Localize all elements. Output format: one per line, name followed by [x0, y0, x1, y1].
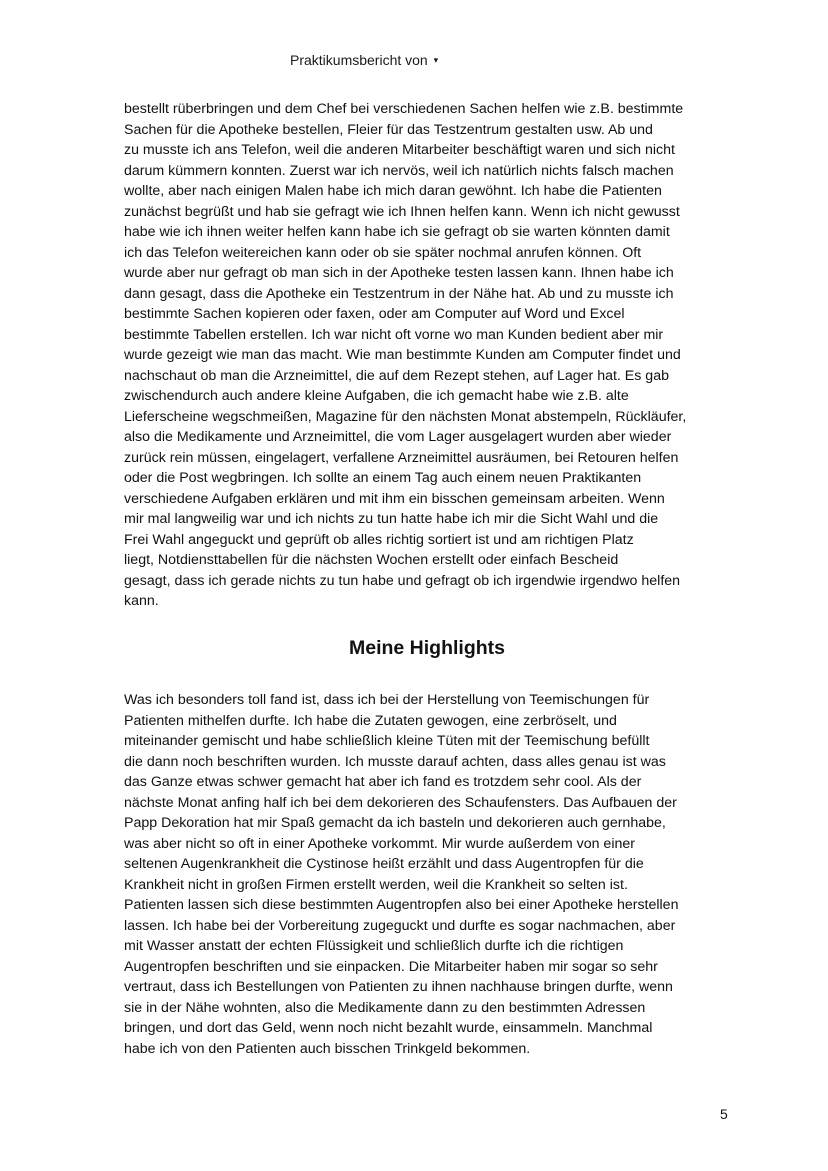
text-line: nachschaut ob man die Arzneimittel, die auf dem Rezept stehen, auf Lager hat. Es gab — [124, 367, 669, 384]
text-line: Lieferscheine wegschmeißen, Magazine für den nächsten Monat abstempeln, Rückläufer, — [124, 408, 687, 425]
text-line: bestellt rüberbringen und dem Chef bei verschiedenen Sachen helfen wie z.B. bestimmte — [124, 101, 684, 117]
text-line: dann gesagt, dass die Apotheke ein Testzentrum in der Nähe hat. Ab und zu musste ich — [124, 285, 674, 302]
paragraph — [124, 690, 730, 1059]
text-line: habe wie ich ihnen weiter helfen kann habe ich sie gefragt ob sie warten könnten damit — [124, 224, 670, 240]
text-line: die dann noch beschriften wurden. Ich musste darauf achten, dass alles genau ist was — [124, 753, 666, 770]
text-line: darum kümmern konnten. Zuerst war ich nervös, weil ich natürlich nichts falsch machen — [124, 162, 674, 179]
text-line: wurde gezeigt wie man das macht. Wie man bestimmte Kunden am Computer findet und — [124, 347, 681, 363]
text-line: mit Wasser anstatt der echten Flüssigkeit und schließlich durfte ich die richtigen — [124, 938, 624, 954]
text-line: mir mal langweilig war und ich nichts zu tun hatte habe ich mir die Sicht Wahl und die — [124, 511, 659, 527]
text-line: bringen, und dort das Geld, wenn noch nicht bezahlt wurde, einsammeln. Manchmal — [124, 1020, 653, 1036]
text-line: oder die Post wegbringen. Ich sollte an einem Tag auch einem neuen Praktikanten — [124, 470, 642, 486]
text-line: bestimmte Sachen kopieren oder faxen, oder am Computer auf Word und Excel — [124, 306, 625, 322]
text-line: sie in der Nähe wohnten, also die Medikamente dann zu den bestimmten Adressen — [124, 999, 646, 1016]
text-line: miteinander gemischt und habe schließlich kleine Tüten mit der Teemischung befüllt — [124, 733, 650, 749]
text-line: verschiedene Aufgaben erklären und mit ihm ein bisschen gemeinsam arbeiten. Wenn — [124, 490, 665, 507]
text-line: gesagt, dass ich gerade nichts zu tun habe und gefragt ob ich irgendwie irgendwo helfen — [124, 572, 681, 589]
text-line: Patienten lassen sich diese bestimmten Augentropfen also bei einer Apotheke herstellen — [124, 897, 679, 913]
body-section-tasks — [124, 99, 730, 612]
page-number: 5 — [720, 1106, 728, 1122]
body-section-highlights — [124, 690, 730, 1059]
text-line: was aber nicht so oft in einer Apotheke vorkommt. Mir wurde außerdem von einer — [124, 835, 635, 852]
text-line: zu musste ich ans Telefon, weil die anderen Mitarbeiter beschäftigt waren und sich nicht — [124, 142, 675, 158]
text-line: ich das Telefon weitereichen kann oder ob sie später nochmal anrufen können. Oft — [124, 244, 642, 261]
header-title: Praktikumsbericht von — [290, 52, 428, 68]
text-line: nächste Monat anfing half ich bei dem dekorieren des Schaufensters. Das Aufbauen der — [124, 794, 677, 811]
text-line: Patienten mithelfen durfte. Ich habe die Zutaten gewogen, eine zerbröselt, und — [124, 712, 617, 729]
text-line: zurück rein müssen, eingelagert, verfallene Arzneimittel ausräumen, bei Retouren helfen — [124, 449, 679, 466]
text-line: Sachen für die Apotheke bestellen, Fleier für das Testzentrum gestalten usw. Ab und — [124, 121, 653, 138]
text-line: wurde aber nur gefragt ob man sich in der Apotheke testen lassen kann. Ihnen habe ich — [124, 265, 674, 281]
text-line: seltenen Augenkrankheit die Cystinose heißt erzählt und dass Augentropfen für die — [124, 856, 644, 872]
text-line: Krankheit nicht in großen Firmen erstellt werden, weil die Krankheit so selten ist. — [124, 876, 628, 893]
text-line: Was ich besonders toll fand ist, dass ich bei der Herstellung von Teemischungen für — [124, 692, 650, 708]
text-line: wollte, aber nach einigen Malen habe ich mich daran gewöhnt. Ich habe die Patienten — [124, 183, 662, 199]
page-header — [290, 52, 438, 68]
text-line: also die Medikamente und Arzneimittel, die vom Lager ausgelagert wurden aber wieder — [124, 429, 672, 445]
text-line: vertraut, dass ich Bestellungen von Patienten zu ihnen nachhause bringen durfte, wenn — [124, 979, 673, 995]
text-line: habe ich von den Patienten auch bisschen Trinkgeld bekommen. — [124, 1040, 531, 1057]
text-line: kann. — [124, 593, 159, 609]
text-line: bestimmte Tabellen erstellen. Ich war nicht oft vorne wo man Kunden bedient aber mir — [124, 326, 664, 343]
text-line: Frei Wahl angeguckt und geprüft ob alles richtig sortiert ist und am richtigen Platz — [124, 531, 634, 548]
paragraph — [124, 99, 730, 612]
section-heading: Meine Highlights — [349, 637, 505, 659]
text-line: das Ganze etwas schwer gemacht hat aber ich fand es trotzdem sehr cool. Als der — [124, 774, 642, 790]
text-line: zunächst begrüßt und hab sie gefragt wie ich Ihnen helfen kann. Wenn ich nicht gewusst — [124, 203, 680, 220]
text-line: zwischendurch auch andere kleine Aufgaben, die ich gemacht habe wie z.B. alte — [124, 388, 629, 404]
text-line: lassen. Ich habe bei der Vorbereitung zugeguckt und durfte es sogar nachmachen, aber — [124, 917, 676, 934]
header-mark: ▾ — [433, 55, 439, 65]
text-line: liegt, Notdiensttabellen für die nächsten Wochen erstellt oder einfach Bescheid — [124, 552, 619, 568]
text-line: Papp Dekoration hat mir Spaß gemacht da ich basteln und dekorieren auch gernhabe, — [124, 815, 666, 831]
text-line: Augentropfen beschriften und sie einpacken. Die Mitarbeiter haben mir sogar so sehr — [124, 958, 658, 975]
